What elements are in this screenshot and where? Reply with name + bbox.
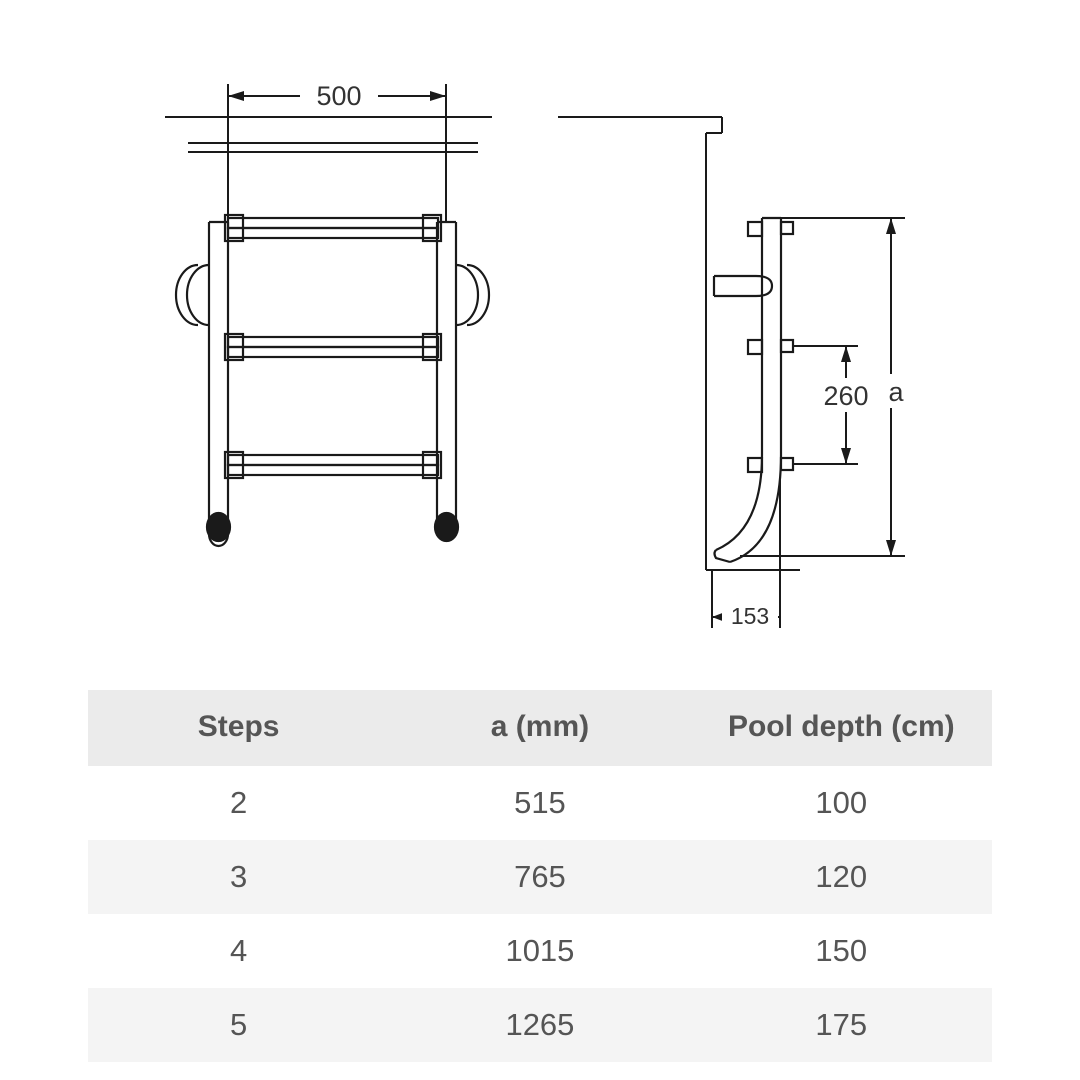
ladder-left-rail xyxy=(207,222,230,546)
cell-pool-depth: 150 xyxy=(815,933,868,968)
table-header-row xyxy=(88,690,992,766)
front-width-label: 500 xyxy=(316,81,362,111)
overall-height-label: a xyxy=(888,377,904,407)
cell-pool-depth: 175 xyxy=(815,1007,868,1042)
side-depth-label: 153 xyxy=(730,603,770,629)
ladder-handle-arcs xyxy=(176,265,489,325)
cell-a-mm: 1015 xyxy=(505,933,575,968)
cell-a-mm: 765 xyxy=(514,859,566,894)
ladder-step-1 xyxy=(225,215,441,241)
table-row xyxy=(88,766,992,840)
cell-steps: 2 xyxy=(230,785,248,820)
side-step-brackets xyxy=(748,222,793,472)
side-deck-profile xyxy=(558,117,722,570)
column-header-a-mm: a (mm) xyxy=(389,690,690,766)
ladder-right-rail xyxy=(435,222,458,541)
ladder-step-2 xyxy=(225,334,441,360)
cell-a-mm: 1265 xyxy=(505,1007,575,1042)
side-rail-profile xyxy=(715,218,782,562)
cell-steps: 5 xyxy=(230,1007,248,1042)
ladder-step-3 xyxy=(225,452,441,478)
column-header-steps: Steps xyxy=(88,690,389,766)
specifications-table xyxy=(88,690,992,1062)
table-row xyxy=(88,914,992,988)
cell-pool-depth: 120 xyxy=(815,859,868,894)
table-row xyxy=(88,840,992,914)
cell-steps: 3 xyxy=(230,859,248,894)
table-row xyxy=(88,988,992,1062)
column-header-pool-depth: Pool depth (cm) xyxy=(691,690,992,766)
cell-steps: 4 xyxy=(230,933,248,968)
side-handle-stub xyxy=(714,276,772,296)
cell-a-mm: 515 xyxy=(514,785,566,820)
cell-pool-depth: 100 xyxy=(815,785,868,820)
step-spacing-label: 260 xyxy=(823,381,869,411)
pool-deck-lines xyxy=(165,117,492,152)
